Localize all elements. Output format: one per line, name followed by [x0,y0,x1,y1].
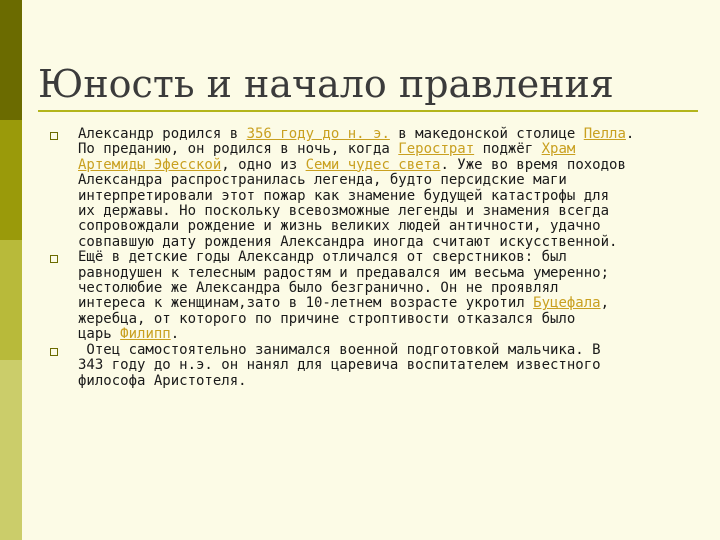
hyperlink[interactable]: 356 году до н. э. [246,126,390,142]
text-run: сопровождали рождение и жизнь великих людей античности, удачно [78,218,601,235]
hyperlink[interactable]: Храм [541,141,576,158]
text-run: , одно из [221,156,306,173]
square-bullet-icon [50,132,58,140]
sidebar-band-1 [0,0,22,120]
text-run: . [625,126,635,142]
text-run: По преданию, он родился в ночь, когда [78,141,399,158]
text-run: интереса к женщинам,зато в 10-летнем возрасте укротил [78,295,534,312]
square-bullet-icon [50,348,58,356]
hyperlink[interactable]: Семи чудес света [305,156,441,173]
sidebar-band-2 [0,120,22,240]
bullet-item-birth [50,127,698,250]
hyperlink[interactable]: Филипп [120,326,171,343]
bullet-text [78,127,698,250]
text-run: равнодушен к телесным радостям и предавался им весьма умеренно; [78,264,610,281]
text-run: их державы. Но поскольку всевозможные легенды и знамения всегда [78,203,610,220]
bullet-item-education [50,343,698,389]
text-run: совпавшую дату рождения Александра иногда считают искусственной. [78,233,618,250]
bullet-list [50,127,698,389]
text-run: философа Аристотеля. [78,372,247,389]
text-run: 343 году до н.э. он нанял для царевича воспитателем известного [78,357,601,374]
text-run: в македонской столице [389,126,584,142]
title-underline [38,110,698,112]
text-run: , [600,295,610,312]
text-run: Ещё в детские годы Александр отличался от сверстников: был [78,249,567,266]
text-run: интерпретировали этот пожар как знамение будущей катастрофы для [78,187,610,204]
text-run: Александр родился в [78,126,247,142]
square-bullet-icon [50,255,58,263]
text-run: . [170,326,180,343]
text-run: поджёг [474,141,542,158]
slide-title: Юность и начало правления [38,62,614,106]
text-run: честолюбие же Александра было безгранично. Он не проявлял [78,280,559,297]
text-run: жеребца, от которого по причине строптивости отказался было [78,310,576,327]
hyperlink[interactable]: Пелла [583,126,626,142]
bullet-text [78,343,698,389]
sidebar-band-4 [0,360,22,540]
hyperlink[interactable]: Артемиды Эфесской [78,156,222,173]
text-run: . Уже во время походов [440,156,626,173]
text-run: Отец самостоятельно занимался военной подготовкой мальчика. В [78,341,601,358]
hyperlink[interactable]: Буцефала [533,295,601,312]
hyperlink[interactable]: Герострат [398,141,475,158]
text-run: царь [78,326,121,343]
bullet-text [78,250,698,342]
sidebar-band-3 [0,240,22,360]
bullet-item-childhood [50,250,698,342]
text-run: Александра распространилась легенда, будто персидские маги [78,172,567,189]
